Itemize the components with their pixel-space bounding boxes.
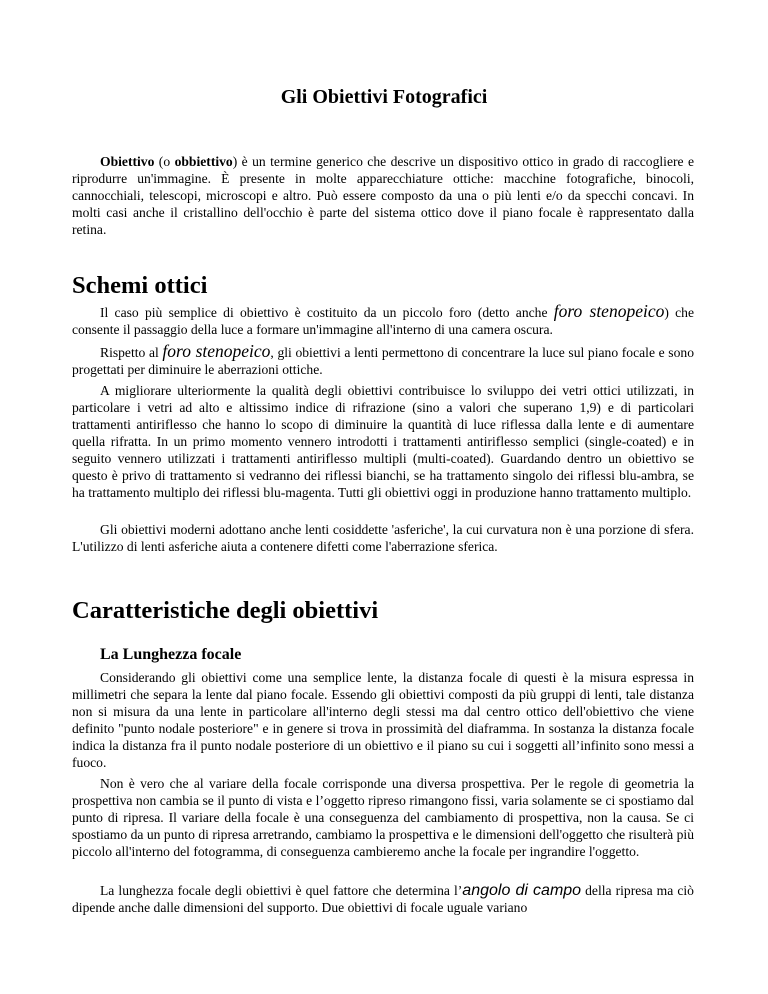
term-obbiettivo: obbiettivo	[174, 154, 233, 169]
paragraph-vetri-ottici: A migliorare ulteriormente la qualità degli obiettivi contribuisce lo sviluppo dei vetri ottici utilizzati, in particolare i vetri ad alto e altissimo indice di rifrazione (sino a valori che superano 1,9) e di particolari trattamenti antiriflesso che hanno lo scopo di diminuire la quantità di luce riflessa dalla lente e di aumentare quella rifratta. In un primo momento vennero introdotti i trattamenti antiriflesso semplici (single-coated) e in seguito vennero utilizzati i trattamenti antiriflesso multipli (multi-coated). Guardando dentro un obiettivo se questo è privo di trattamento si vedranno dei riflessi bianchi, se ha trattamento singolo dei riflessi blu-ambra, se ha trattamento multiplo dei riflessi blu-magenta. Tutti gli obiettivi oggi in produzione hanno trattamento multiplo.	[72, 383, 694, 500]
heading-schemi-ottici: Schemi ottici	[72, 272, 208, 299]
intro-text-1: (o	[154, 154, 175, 169]
p3-emphasis: angolo di campo	[462, 882, 582, 899]
subheading-lunghezza-focale: La Lunghezza focale	[100, 646, 242, 663]
heading-caratteristiche: Caratteristiche degli obiettivi	[72, 597, 379, 624]
p3-before: La lunghezza focale degli obiettivi è quel fattore che determina l’	[100, 883, 463, 898]
paragraph-distanza-focale: Considerando gli obiettivi come una semplice lente, la distanza focale di questi è la misura espressa in millimetri che separa la lente dal piano focale. Essendo gli obiettivi composti da più gruppi di lenti, tale distanza non si misura da una lente in particolare all'interno degli stessi ma dal centro ottico dell'obiettivo che viene definito "punto nodale posteriore" e in genere si trova in prossimità del diaframma. In sostanza la distanza focale indica la distanza fra il punto nodale posteriore di un obiettivo e il piano su cui i soggetti all’infinito sono messi a fuoco.	[72, 670, 694, 770]
p1-after: ) che consente il passaggio della luce a formare un'immagine all'interno di una camera oscura.	[72, 305, 694, 337]
intro-paragraph	[72, 153, 694, 238]
p2-emphasis: foro stenopeico	[162, 341, 271, 361]
paragraph-foro-stenopeico	[72, 303, 694, 338]
p1-emphasis: foro stenopeico	[553, 301, 665, 321]
p3-after: della ripresa ma ciò dipende anche dalle dimensioni del supporto. Due obiettivi di focale uguale variano	[72, 883, 694, 915]
paragraph-prospettiva: Non è vero che al variare della focale corrisponde una diversa prospettiva. Per le regole di geometria la prospettiva non cambia se il punto di vista e l’oggetto ripreso rimangono fissi, varia solamente se ci spostiamo dal punto di ripresa. Il variare della focale è una conseguenza del cambiamento di prospettiva, non la causa. Se ci spostiamo da un punto di ripresa arretrando, cambiamo la prospettiva e le dimensioni dell'oggetto che risulterà più piccolo all'interno del fotogramma, di conseguenza cambieremo anche la focale per ingrandire l'oggetto.	[72, 776, 694, 859]
intro-text-2: ) è un termine generico che descrive un dispositivo ottico in grado di raccogliere e riprodurre un'immagine. È presente in molte apparecchiature ottiche: macchine fotografiche, binocoli, cannocchiali, telescopi, microscopi e altro. Può essere composto da una o più lenti e/o da specchi concavi. In molti casi anche il cristallino dell'occhio è parte del sistema ottico dove il piano focale è rappresentato dalla retina.	[72, 154, 695, 237]
paragraph-angolo-campo	[72, 882, 694, 916]
term-obiettivo: Obiettivo	[100, 154, 155, 169]
p1-before: Il caso più semplice di obiettivo è costituito da un piccolo foro (detto anche	[100, 305, 554, 320]
p2-before: Rispetto al	[100, 345, 163, 360]
p2-after: , gli obiettivi a lenti permettono di concentrare la luce sul piano focale e sono progettati per diminuire le aberrazioni ottiche.	[72, 345, 694, 377]
document-title: Gli Obiettivi Fotografici	[280, 86, 488, 108]
paragraph-lenti	[72, 343, 694, 378]
paragraph-asferiche: Gli obiettivi moderni adottano anche lenti cosiddette 'asferiche', la cui curvatura non è una porzione di sfera. L'utilizzo di lenti asferiche aiuta a contenere difetti come l'aberrazione sferica.	[72, 522, 694, 554]
